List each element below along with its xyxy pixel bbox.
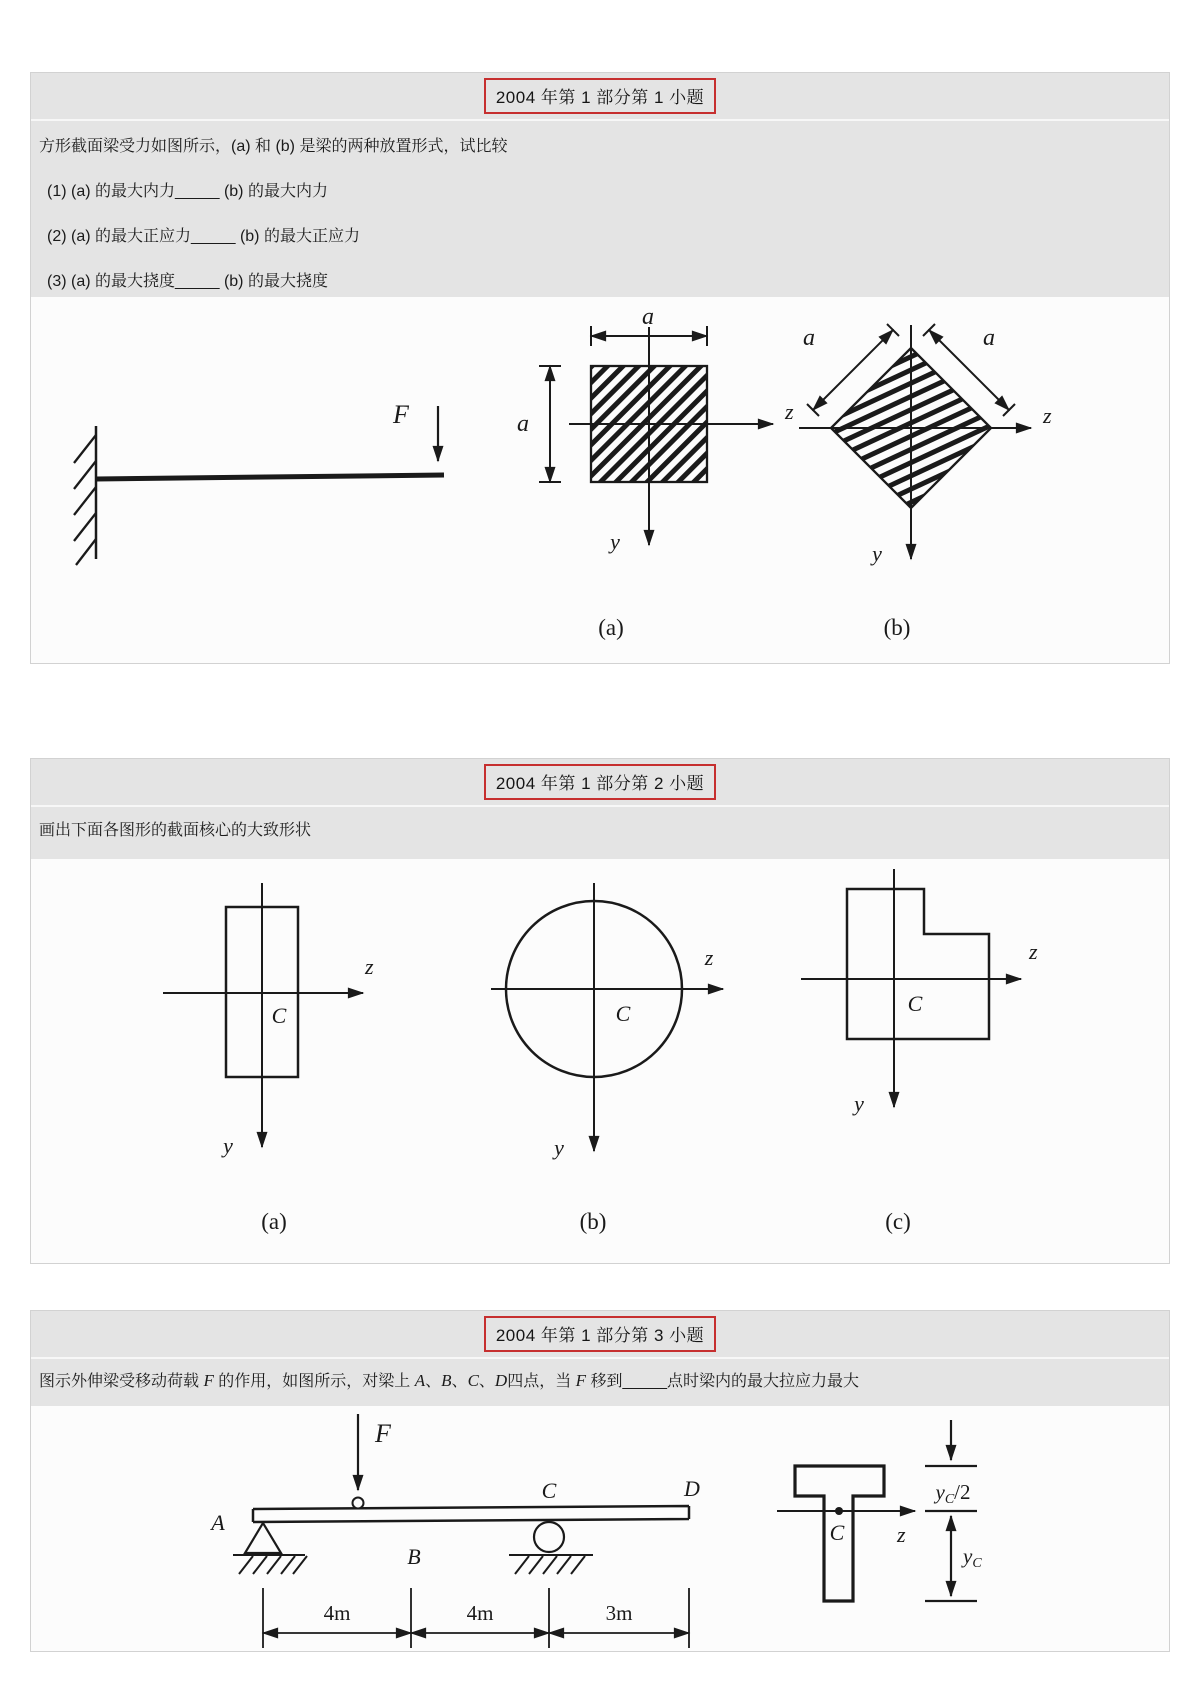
q3-seg-2: 的作用，如图所示，对梁上 [213, 1373, 415, 1390]
q3-seg-12: 移到_____点时梁内的最大拉应力最大 [586, 1373, 859, 1390]
q2-figure-panel [31, 859, 1169, 1263]
q1-figure-panel [31, 297, 1169, 663]
card-2-title-box: 2004 年第 1 部分第 2 小题 [484, 764, 716, 800]
q3-seg-11: F [575, 1371, 587, 1390]
z-axis-label: z [1043, 403, 1052, 428]
load-roller-circle [353, 1498, 364, 1509]
diamond-section-b [799, 324, 1052, 640]
q1-intro: 方形截面梁受力如图所示，(a) 和 (b) 是梁的两种放置形式，试比较 [39, 138, 508, 155]
q3-seg-3: A [414, 1371, 426, 1390]
point-b-label: B [407, 1544, 421, 1569]
q3-seg-10: 四点，当 [507, 1373, 576, 1390]
q2-intro: 画出下面各图形的截面核心的大致形状 [39, 822, 312, 839]
caption-a: (a) [598, 615, 624, 640]
card-1-title-box: 2004 年第 1 部分第 1 小题 [484, 78, 716, 114]
yc-dimension-lines [925, 1420, 977, 1601]
force-label: F [375, 1419, 391, 1448]
q3-seg-6: 、 [451, 1373, 468, 1390]
pin-support [245, 1523, 281, 1553]
z-axis-label: z [704, 945, 714, 970]
card-1-body [31, 121, 1169, 297]
dim-label-a: a [517, 411, 529, 437]
card-2-header [31, 759, 1169, 807]
yc-half-base: y [935, 1480, 945, 1504]
caption-c: (c) [885, 1209, 911, 1234]
z-axis-label: z [897, 1522, 906, 1547]
question-card-1 [30, 72, 1170, 664]
caption-a: (a) [261, 1209, 287, 1234]
cantilever-beam-drawing [74, 406, 444, 565]
card-3-title-box: 2004 年第 1 部分第 3 小题 [484, 1316, 716, 1352]
centroid-label: C [615, 1001, 631, 1026]
centroid-label: C [829, 1520, 845, 1545]
y-axis-label: y [554, 1135, 564, 1160]
dim-label-a: a [803, 325, 815, 351]
yc-base: y [963, 1544, 973, 1568]
y-axis-label: y [223, 1133, 233, 1158]
q1-item-1: (1) (a) 的最大内力_____ (b) 的最大内力 [47, 183, 328, 200]
point-d-label: D [684, 1476, 700, 1501]
roller-support-hatching [515, 1556, 585, 1574]
roller-support [534, 1522, 564, 1552]
q1-figure-svg [31, 297, 1171, 663]
yc-half-rest: /2 [954, 1480, 971, 1504]
q3-seg-5: B [441, 1371, 452, 1390]
q3-seg-9: D [494, 1371, 508, 1390]
q3-figure-svg [31, 1406, 1171, 1651]
force-label: F [393, 400, 409, 429]
y-axis-label: y [610, 529, 620, 554]
z-axis-label: z [365, 954, 374, 979]
card-3-body [31, 1359, 1169, 1406]
q3-seg-1: F [203, 1371, 214, 1390]
question-card-3 [30, 1310, 1170, 1652]
dim-label-a: a [642, 304, 654, 330]
card-2-body [31, 807, 1169, 859]
beam-line [96, 475, 444, 479]
square-section-a [517, 304, 794, 640]
z-axis-label: z [785, 399, 794, 424]
caption-b: (b) [579, 1209, 607, 1234]
centroid-label: C [907, 991, 923, 1016]
point-a-label: A [211, 1510, 225, 1535]
q1-item-3: (3) (a) 的最大挠度_____ (b) 的最大挠度 [47, 273, 328, 290]
q3-seg-0: 图示外伸梁受移动荷载 [39, 1373, 204, 1390]
q3-seg-8: 、 [478, 1373, 495, 1390]
q3-figure-panel [31, 1406, 1169, 1651]
t-section-drawing [777, 1420, 977, 1601]
q3-seg-4: 、 [425, 1373, 442, 1390]
dim-label-yc-half [933, 1480, 970, 1507]
rect-section-a [163, 883, 374, 1234]
beam-outline [253, 1506, 689, 1522]
centroid-label: C [271, 1003, 287, 1028]
wall-hatching [74, 435, 96, 565]
l-section-c [801, 869, 1038, 1234]
z-axis-label: z [1029, 939, 1038, 964]
q2-figure-svg [31, 859, 1171, 1263]
point-c-label: C [541, 1478, 557, 1503]
card-3-header [31, 1311, 1169, 1359]
y-axis-label: y [872, 541, 882, 566]
yc-sub: C [972, 1556, 982, 1571]
dim-3m: 3m [605, 1601, 633, 1625]
pin-support-hatching [239, 1556, 307, 1574]
y-axis-label: y [854, 1091, 864, 1116]
yc-half-sub: C [944, 1492, 955, 1507]
dim-4m-1: 4m [323, 1601, 351, 1625]
question-card-2 [30, 758, 1170, 1264]
q3-question [39, 1371, 1157, 1391]
dim-label-yc [961, 1544, 982, 1571]
card-1-header [31, 73, 1169, 121]
circle-section-b [491, 883, 723, 1234]
dim-label-a: a [983, 325, 995, 351]
dim-4m-2: 4m [466, 1601, 494, 1625]
q3-seg-7: C [467, 1371, 479, 1390]
caption-b: (b) [883, 615, 911, 640]
q1-item-2: (2) (a) 的最大正应力_____ (b) 的最大正应力 [47, 228, 360, 245]
